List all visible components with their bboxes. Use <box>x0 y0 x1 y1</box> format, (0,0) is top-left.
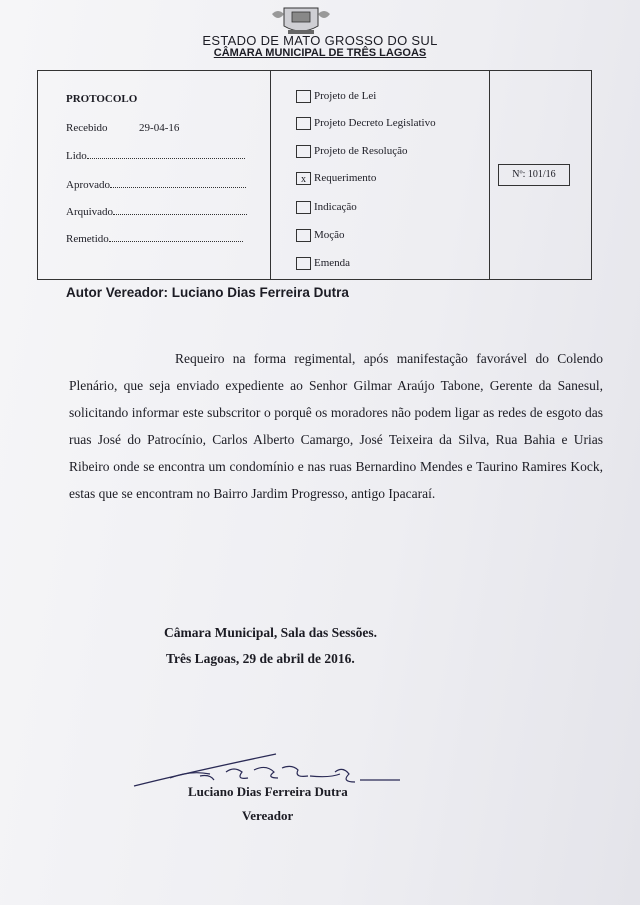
read-label: Lido <box>66 150 87 162</box>
request-body: Requeiro na forma regimental, após manifestação favorável do Colendo Plenário, que seja enviado expediente ao Senhor Gilmar Araújo Tabone, Gerente da Sanesul, solicitando informar este subscritor o porquê os moradores não podem ligar as redes de esgoto das ruas José do Patrocínio, Carlos Alberto Camargo, José Teixeira da Silva, Rua Bahia e Urias Ribeiro onde se encontra um condomínio e nas ruas Bernardino Mendes e Taurino Ramires Kock, estas que se encontram no Bairro Jardim Progresso, antigo Ipacaraí. <box>69 351 603 501</box>
type-requerimento[interactable]: x Requerimento <box>296 172 376 185</box>
received-row <box>66 122 179 134</box>
approved-label: Aprovado <box>66 179 110 191</box>
municipal-coat-of-arms-icon <box>270 4 332 36</box>
type-projeto-de-lei[interactable]: Projeto de Lei <box>296 90 376 103</box>
number-divider <box>489 71 490 279</box>
type-projeto-de-resolucao[interactable]: Projeto de Resolução <box>296 145 407 158</box>
type-indicacao[interactable]: Indicação <box>296 201 357 214</box>
protocol-divider <box>270 71 271 279</box>
archived-label: Arquivado <box>66 206 114 218</box>
received-date: 29-04-16 <box>139 122 180 134</box>
checkbox[interactable] <box>296 90 311 103</box>
protocol-box <box>37 70 592 280</box>
protocol-number: Nº: 101/16 <box>498 164 570 186</box>
checkbox[interactable] <box>296 201 311 214</box>
chamber-heading: CÂMARA MUNICIPAL DE TRÊS LAGOAS <box>213 47 427 59</box>
state-heading: ESTADO DE MATO GROSSO DO SUL <box>202 33 438 48</box>
checkbox[interactable] <box>296 229 311 242</box>
closing-place: Câmara Municipal, Sala das Sessões. <box>164 625 378 640</box>
sent-row <box>66 233 243 245</box>
signatory-role: Vereador <box>242 808 294 823</box>
checkbox[interactable] <box>296 117 311 130</box>
checkbox-checked[interactable]: x <box>296 172 311 185</box>
approved-row <box>66 179 246 191</box>
type-emenda[interactable]: Emenda <box>296 257 350 270</box>
type-projeto-decreto-legislativo[interactable]: Projeto Decreto Legislativo <box>296 117 436 130</box>
closing-date: Três Lagoas, 29 de abril de 2016. <box>166 651 355 666</box>
received-label: Recebido <box>66 122 108 134</box>
signatory-name: Luciano Dias Ferreira Dutra <box>188 784 348 799</box>
checkbox[interactable] <box>296 145 311 158</box>
sent-label: Remetido <box>66 233 109 245</box>
author-line: Autor Vereador: Luciano Dias Ferreira Dutra <box>66 285 349 300</box>
archived-row <box>66 206 247 218</box>
read-row <box>66 150 245 162</box>
type-mocao[interactable]: Moção <box>296 229 345 242</box>
protocol-title: PROTOCOLO <box>66 93 138 105</box>
checkbox[interactable] <box>296 257 311 270</box>
